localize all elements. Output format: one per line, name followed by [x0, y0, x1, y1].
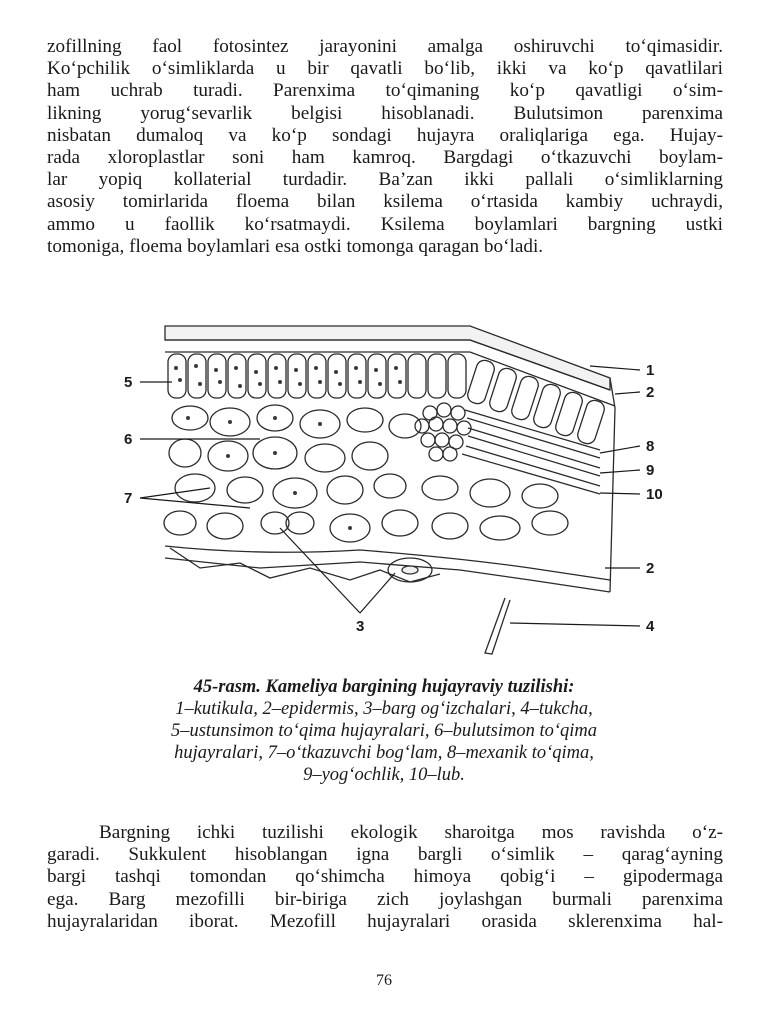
- text-line: asosiy tomirlarida floema bilan ksilema o‘rtasida kambiy uchraydi,: [47, 191, 723, 213]
- text-line: bargi tashqi tomondan qo‘shimcha himoya qobig‘i – gipodermaga: [47, 866, 723, 888]
- caption-line: 1–kutikula, 2–epidermis, 3–barg og‘izchalari, 4–tukcha,: [175, 699, 593, 719]
- label-2-epidermis: 2: [646, 384, 655, 401]
- label-3: 3: [356, 618, 365, 635]
- leaf-diagram: [110, 318, 670, 658]
- page-number: 76: [376, 972, 392, 989]
- figure-caption: [60, 676, 708, 786]
- bottom-paragraph: [47, 822, 723, 933]
- text-line: ammo u faollik ko‘rsatmaydi. Ksilema boylamlari bargning ustki: [47, 213, 723, 235]
- text-line: lar yopiq kollaterial turdadir. Ba’zan ikki pallali o‘simliklarning: [47, 169, 723, 191]
- leaf-cross-section-figure: [110, 318, 670, 658]
- text-line: rada xloroplastlar soni ham kamroq. Bargdagi o‘tkazuvchi boylam-: [47, 147, 723, 169]
- text-line: nisbatan dumaloq va ko‘p sondagi hujayra oraliqlariga ega. Hujay-: [47, 124, 723, 146]
- label-2-lower: 2: [646, 560, 655, 577]
- top-paragraph: [47, 36, 723, 258]
- label-6: 6: [124, 431, 133, 448]
- label-9: 9: [646, 462, 655, 479]
- caption-line: 9–yog‘ochlik, 10–lub.: [303, 765, 465, 785]
- label-8: 8: [646, 438, 655, 455]
- text-line: ham uchrab turadi. Parenxima to‘qimaning ko‘p qavatligi o‘sim-: [47, 80, 723, 102]
- text-line: hujayralaridan iborat. Mezofill hujayralari orasida sklerenxima hal-: [47, 910, 723, 932]
- label-10: 10: [646, 486, 663, 503]
- text-line: tomoniga, floema boylamlari esa ostki tomonga qaragan bo‘ladi.: [47, 235, 544, 257]
- text-line: Ko‘pchilik o‘simliklarda u bir qavatli bo‘lib, ikki va ko‘p qavatlilari: [47, 58, 723, 80]
- text-line: Bargning ichki tuzilishi ekologik sharoitga mos ravishda o‘z-: [99, 822, 723, 843]
- text-line: likning yorug‘sevarlik belgisi hisoblanadi. Bulutsimon parenxima: [47, 102, 723, 124]
- text-line: garadi. Sukkulent hisoblangan igna bargli o‘simlik – qarag‘ayning: [47, 844, 723, 866]
- label-4: 4: [646, 618, 655, 635]
- caption-line: 5–ustunsimon to‘qima hujayralari, 6–bulutsimon to‘qima: [170, 721, 598, 741]
- label-5: 5: [124, 374, 133, 391]
- text-line: zofillning faol fotosintez jarayonini amalga oshiruvchi to‘qimasidir.: [47, 36, 723, 57]
- caption-title: 45-rasm. Kameliya bargining hujayraviy tuzilishi:: [193, 677, 575, 697]
- caption-line: hujayralari, 7–o‘tkazuvchi bog‘lam, 8–mexanik to‘qima,: [174, 743, 594, 763]
- label-7: 7: [124, 490, 133, 507]
- text-line: ega. Barg mezofilli bir-biriga zich joylashgan burmali parenxima: [47, 888, 723, 910]
- label-1: 1: [646, 362, 655, 379]
